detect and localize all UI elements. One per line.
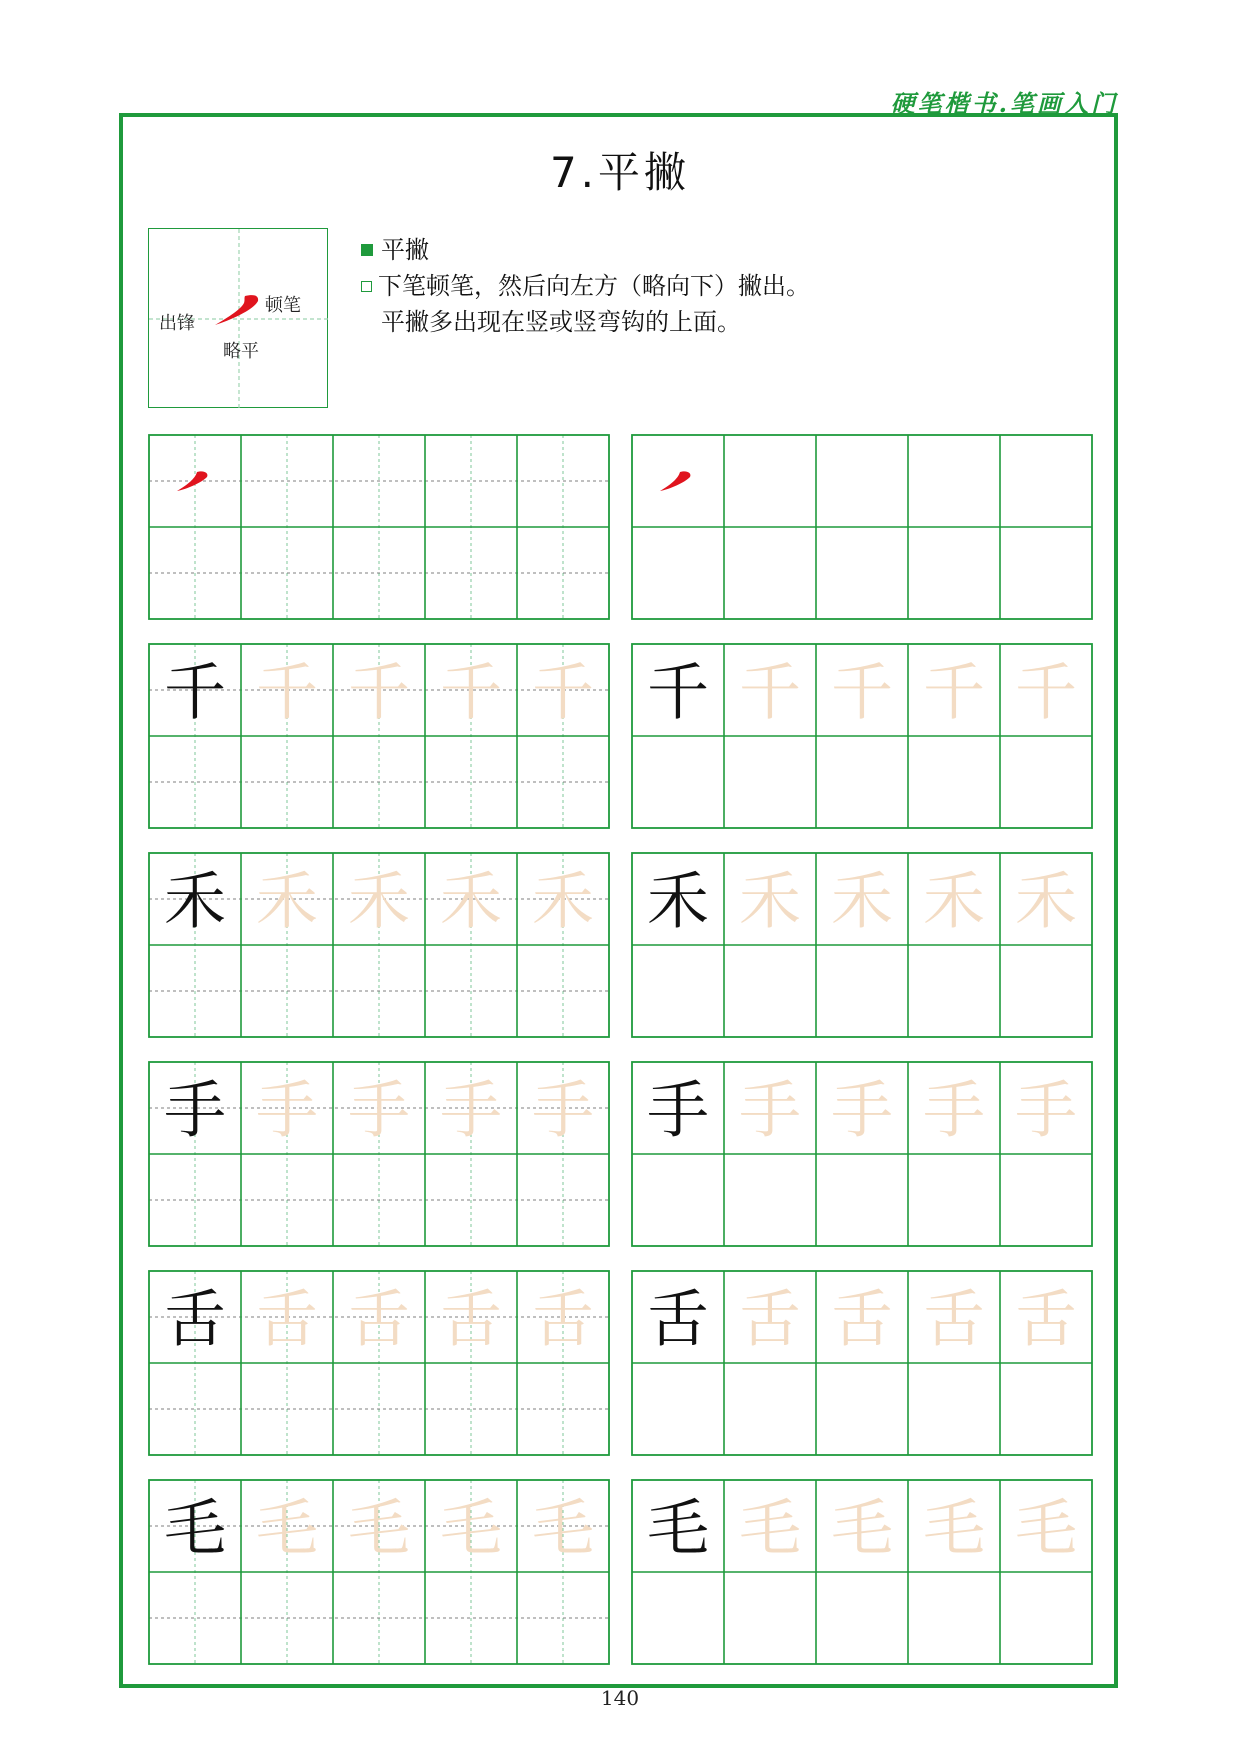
stroke-demo-box <box>148 228 328 408</box>
trace-character: 舌 <box>922 1282 986 1356</box>
practice-grid <box>148 1061 610 1247</box>
trace-character: 手 <box>922 1073 986 1147</box>
trace-character: 舌 <box>531 1282 595 1356</box>
model-character: 毛 <box>646 1491 710 1565</box>
filled-square-bullet-icon <box>361 244 373 256</box>
trace-character: 舌 <box>255 1282 319 1356</box>
practice-grid-lines <box>631 1061 1093 1247</box>
trace-character: 千 <box>1014 655 1078 729</box>
model-character: 千 <box>163 655 227 729</box>
trace-character: 手 <box>830 1073 894 1147</box>
trace-character: 千 <box>830 655 894 729</box>
practice-grid-lines <box>631 1479 1093 1665</box>
model-character: 禾 <box>163 864 227 938</box>
practice-grid <box>148 1479 610 1665</box>
trace-character: 手 <box>439 1073 503 1147</box>
practice-grid-lines <box>631 643 1093 829</box>
trace-character: 禾 <box>738 864 802 938</box>
model-character: 千 <box>646 655 710 729</box>
trace-character: 手 <box>1014 1073 1078 1147</box>
page-title: 7.平撇 <box>549 148 691 197</box>
trace-character: 毛 <box>531 1491 595 1565</box>
description-line-1: 下笔顿笔，然后向左方（略向下）撇出。 <box>378 272 810 300</box>
practice-grid-lines <box>148 1061 610 1247</box>
practice-grid <box>631 643 1093 829</box>
practice-grid-lines <box>148 1479 610 1665</box>
trace-character: 手 <box>738 1073 802 1147</box>
practice-grid-lines <box>631 852 1093 1038</box>
model-character: 禾 <box>646 864 710 938</box>
demo-label-slightly-flat: 略平 <box>223 341 259 362</box>
practice-grid <box>148 852 610 1038</box>
trace-character: 毛 <box>347 1491 411 1565</box>
description-line-2: 平撇多出现在竖或竖弯钩的上面。 <box>381 308 741 336</box>
practice-grid-lines <box>148 852 610 1038</box>
trace-character: 禾 <box>531 864 595 938</box>
practice-grid-lines <box>631 1270 1093 1456</box>
trace-character: 千 <box>922 655 986 729</box>
practice-grid <box>631 1270 1093 1456</box>
trace-character: 舌 <box>439 1282 503 1356</box>
practice-grid <box>148 1270 610 1456</box>
demo-label-pause: 顿笔 <box>265 295 301 316</box>
trace-character: 手 <box>347 1073 411 1147</box>
trace-character: 禾 <box>439 864 503 938</box>
model-character: 毛 <box>163 1491 227 1565</box>
model-character: 手 <box>163 1073 227 1147</box>
practice-grid-lines <box>148 643 610 829</box>
trace-character: 禾 <box>347 864 411 938</box>
stroke-description <box>361 232 810 340</box>
trace-character: 禾 <box>830 864 894 938</box>
trace-character: 千 <box>255 655 319 729</box>
practice-grid-lines <box>148 434 610 620</box>
trace-character: 舌 <box>738 1282 802 1356</box>
trace-character: 毛 <box>255 1491 319 1565</box>
practice-grid <box>631 1479 1093 1665</box>
model-character: 手 <box>646 1073 710 1147</box>
trace-character: 手 <box>531 1073 595 1147</box>
trace-character: 毛 <box>738 1491 802 1565</box>
practice-grid <box>631 1061 1093 1247</box>
trace-character: 禾 <box>922 864 986 938</box>
practice-grid-lines <box>631 434 1093 620</box>
trace-character: 千 <box>531 655 595 729</box>
model-character: 舌 <box>646 1282 710 1356</box>
trace-character: 千 <box>738 655 802 729</box>
trace-character: 千 <box>347 655 411 729</box>
trace-character: 毛 <box>922 1491 986 1565</box>
trace-character: 千 <box>439 655 503 729</box>
model-character: 舌 <box>163 1282 227 1356</box>
trace-character: 舌 <box>1014 1282 1078 1356</box>
practice-grid-lines <box>148 1270 610 1456</box>
trace-character: 手 <box>255 1073 319 1147</box>
page-number: 140 <box>600 1686 640 1710</box>
trace-character: 毛 <box>439 1491 503 1565</box>
trace-character: 毛 <box>1014 1491 1078 1565</box>
flat-left-falling-stroke <box>215 295 258 325</box>
practice-grid <box>631 434 1093 620</box>
practice-grid <box>148 434 610 620</box>
practice-grid <box>148 643 610 829</box>
book-title: 硬笔楷书.笔画入门 <box>890 89 1118 118</box>
trace-character: 舌 <box>830 1282 894 1356</box>
model-stroke-flat-left-falling <box>660 471 690 491</box>
trace-character: 毛 <box>830 1491 894 1565</box>
empty-square-bullet-icon <box>361 281 372 292</box>
trace-character: 禾 <box>255 864 319 938</box>
trace-character: 舌 <box>347 1282 411 1356</box>
description-heading: 平撇 <box>381 236 429 264</box>
demo-label-exit-tip: 出锋 <box>159 313 195 334</box>
practice-grid <box>631 852 1093 1038</box>
trace-character: 禾 <box>1014 864 1078 938</box>
